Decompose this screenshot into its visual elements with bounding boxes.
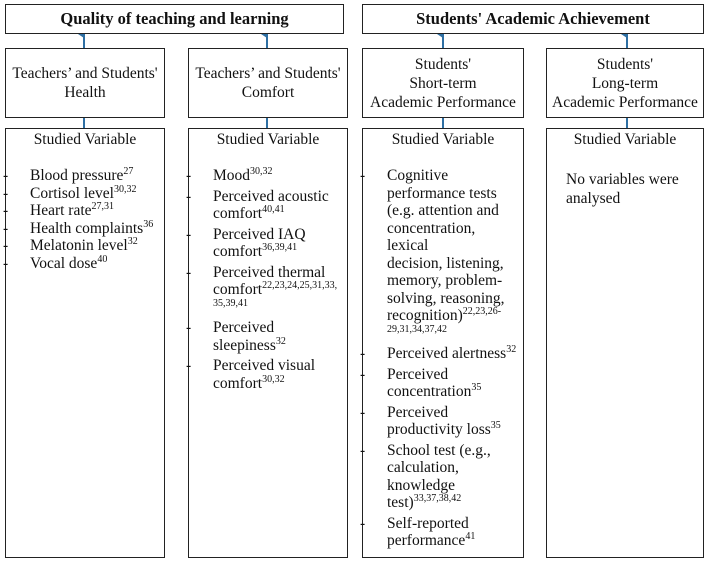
variable-item [186, 357, 343, 392]
variable-line [387, 202, 519, 220]
variable-line [213, 299, 343, 317]
variable-item [3, 165, 160, 185]
bullet-dash: - [360, 403, 366, 421]
category-line: Teachers’ and Students' [12, 65, 158, 82]
variable-text: Perceived [387, 403, 449, 421]
variable-list [3, 165, 160, 272]
bullet-dash: - [3, 184, 9, 202]
variable-line [213, 188, 343, 206]
column-header: Studied Variable [573, 131, 677, 148]
variable-text: concentration [387, 383, 472, 400]
variable-text: comfort [213, 243, 263, 260]
reference-superscript: 32 [127, 235, 138, 247]
bullet-dash: - [186, 357, 192, 374]
variables-long-term-column [546, 128, 704, 558]
reference-superscript: 29,31,34,37,42 [387, 323, 447, 335]
variable-line [387, 421, 519, 439]
variable-text: calculation, [387, 459, 459, 476]
variable-item [3, 183, 160, 203]
column-header: Studied Variable [391, 131, 495, 148]
variable-line [387, 477, 519, 495]
note-line: analysed [566, 190, 621, 207]
variable-line [387, 185, 519, 203]
reference-superscript: 32 [275, 335, 286, 347]
reference-superscript: 35,39,41 [213, 297, 248, 309]
variable-line [387, 383, 519, 401]
category-line: Academic Performance [370, 93, 516, 111]
variable-line [213, 226, 343, 244]
reference-superscript: 35 [490, 419, 501, 431]
title-achievement-text: Students' Academic Achievement [416, 9, 650, 28]
variable-text: Perceived IAQ [213, 225, 306, 243]
column-header: Studied Variable [33, 131, 137, 148]
bullet-dash: - [360, 345, 366, 362]
bullet-dash: - [360, 514, 366, 532]
variable-list [186, 165, 343, 392]
variable-item [186, 225, 343, 261]
no-variables-note [566, 170, 679, 208]
variable-line [387, 494, 519, 512]
variable-text: performance tests [387, 184, 497, 202]
note-line: No variables were [566, 171, 679, 188]
bullet-dash: - [3, 254, 9, 272]
column-header: Studied Variable [216, 131, 320, 148]
variables-health-column [5, 128, 165, 558]
bullet-dash: - [186, 167, 192, 184]
variable-text: sleepiness [213, 336, 276, 354]
variable-text: recognition) [387, 307, 463, 324]
variable-text: Melatonin level [30, 237, 128, 254]
variables-short-term-column [362, 128, 524, 558]
variable-line [213, 264, 343, 282]
reference-superscript: 27,31 [91, 200, 115, 212]
variable-line [213, 375, 343, 393]
variable-line [387, 290, 519, 308]
variable-line [387, 167, 519, 185]
variable-item [360, 441, 519, 512]
bullet-dash: - [3, 219, 9, 237]
variable-item [3, 253, 160, 273]
reference-superscript: 27 [123, 165, 134, 177]
reference-superscript: 30,32 [262, 373, 285, 385]
reference-superscript: 32 [506, 343, 517, 355]
variable-line [30, 255, 160, 273]
variable-text: Perceived [387, 365, 449, 383]
variable-text: (e.g. attention and [387, 202, 499, 219]
bullet-dash: - [360, 441, 366, 459]
variable-line [30, 237, 160, 255]
variable-text: Perceived thermal [213, 263, 326, 281]
variable-line [387, 345, 519, 363]
bullet-dash: - [360, 167, 366, 184]
category-comfort [188, 48, 348, 118]
variable-line [387, 532, 519, 550]
bullet-dash: - [186, 225, 192, 243]
reference-superscript: 33,37,38,42 [413, 492, 462, 504]
variable-text: Cognitive [387, 167, 449, 184]
variable-line [213, 337, 343, 355]
variable-line [387, 459, 519, 477]
category-long-term [546, 48, 704, 118]
variable-line [213, 167, 343, 185]
title-achievement [362, 4, 704, 34]
variable-item [186, 263, 343, 317]
variables-comfort-column [188, 128, 348, 558]
variable-item [186, 165, 343, 185]
bullet-dash: - [186, 319, 192, 336]
category-line: Students' [414, 55, 472, 73]
variable-line [387, 255, 519, 273]
variable-text: Perceived acoustic [213, 187, 329, 205]
variable-text: School test (e.g., [387, 441, 491, 459]
variable-item [3, 218, 160, 238]
variable-text: Mood [213, 167, 251, 184]
reference-superscript: 40 [97, 253, 108, 265]
category-line: Comfort [241, 84, 295, 101]
variable-item [360, 403, 519, 439]
category-line: Academic Performance [552, 93, 698, 111]
variable-item [3, 200, 160, 220]
variable-item [360, 514, 519, 550]
variable-item [360, 343, 519, 363]
variable-text: Blood pressure [30, 167, 124, 184]
reference-superscript: 22,23,24,25,31,33, [262, 279, 338, 291]
reference-superscript: 40,41 [262, 203, 285, 215]
variable-line [387, 220, 519, 255]
variable-text: Perceived [213, 319, 275, 336]
variable-text: decision, listening, [387, 254, 504, 272]
variable-line [213, 205, 343, 223]
variable-line [213, 243, 343, 261]
category-health [5, 48, 165, 118]
variable-item [186, 319, 343, 354]
variable-item [360, 365, 519, 401]
category-line: Long-term [591, 74, 659, 92]
variable-item [186, 187, 343, 223]
variable-line [387, 515, 519, 533]
variable-text: knowledge [387, 476, 456, 494]
variable-line [213, 357, 343, 375]
variable-text: memory, problem- [387, 272, 503, 289]
variable-text: Perceived alertness [387, 345, 507, 362]
variable-item [360, 167, 519, 342]
title-quality-text: Quality of teaching and learning [60, 9, 289, 28]
variable-line [213, 319, 343, 337]
variable-line [387, 307, 519, 325]
reference-superscript: 30,32 [113, 183, 137, 195]
variable-line [30, 167, 160, 185]
bullet-dash: - [186, 263, 192, 281]
reference-superscript: 30,32 [250, 165, 273, 177]
bullet-dash: - [360, 365, 366, 383]
variable-text: performance [387, 532, 466, 549]
category-line: Health [64, 84, 106, 101]
variable-text: comfort [213, 281, 263, 298]
variable-line [213, 281, 343, 299]
category-line: Students' [596, 55, 654, 73]
bullet-dash: - [186, 187, 192, 205]
variable-line [387, 404, 519, 422]
reference-superscript: 35 [471, 381, 482, 393]
category-line: Teachers’ and Students' [195, 65, 341, 82]
variable-text: comfort [213, 374, 263, 392]
variable-text: Vocal dose [30, 254, 98, 272]
variable-line [387, 272, 519, 290]
variable-text: Cortisol level [30, 184, 114, 202]
bullet-dash: - [3, 167, 9, 184]
reference-superscript: 36,39,41 [262, 241, 298, 253]
bullet-dash: - [3, 202, 9, 219]
variable-text: Perceived visual [213, 357, 316, 374]
category-short-term [362, 48, 524, 118]
variable-text: solving, reasoning, [387, 289, 505, 307]
reference-superscript: 36 [143, 218, 154, 230]
variable-line [387, 366, 519, 384]
reference-superscript: 22,23,26- [462, 305, 502, 317]
variable-line [30, 185, 160, 203]
category-line: Short-term [409, 74, 477, 92]
reference-superscript: 41 [465, 530, 476, 542]
variable-text: test) [387, 494, 414, 511]
variable-list [360, 167, 519, 550]
title-quality [5, 4, 344, 34]
variable-line [387, 325, 519, 343]
variable-line [30, 202, 160, 220]
variable-line [387, 442, 519, 460]
variable-text: Heart rate [30, 202, 92, 219]
variable-text: Health complaints [30, 219, 144, 237]
variable-text: Self-reported [387, 514, 469, 532]
bullet-dash: - [3, 237, 9, 254]
variable-text: productivity loss [387, 421, 491, 438]
variable-line [30, 220, 160, 238]
variable-item [3, 235, 160, 255]
variable-text: concentration, lexical [387, 219, 476, 254]
variable-text: comfort [213, 205, 263, 222]
